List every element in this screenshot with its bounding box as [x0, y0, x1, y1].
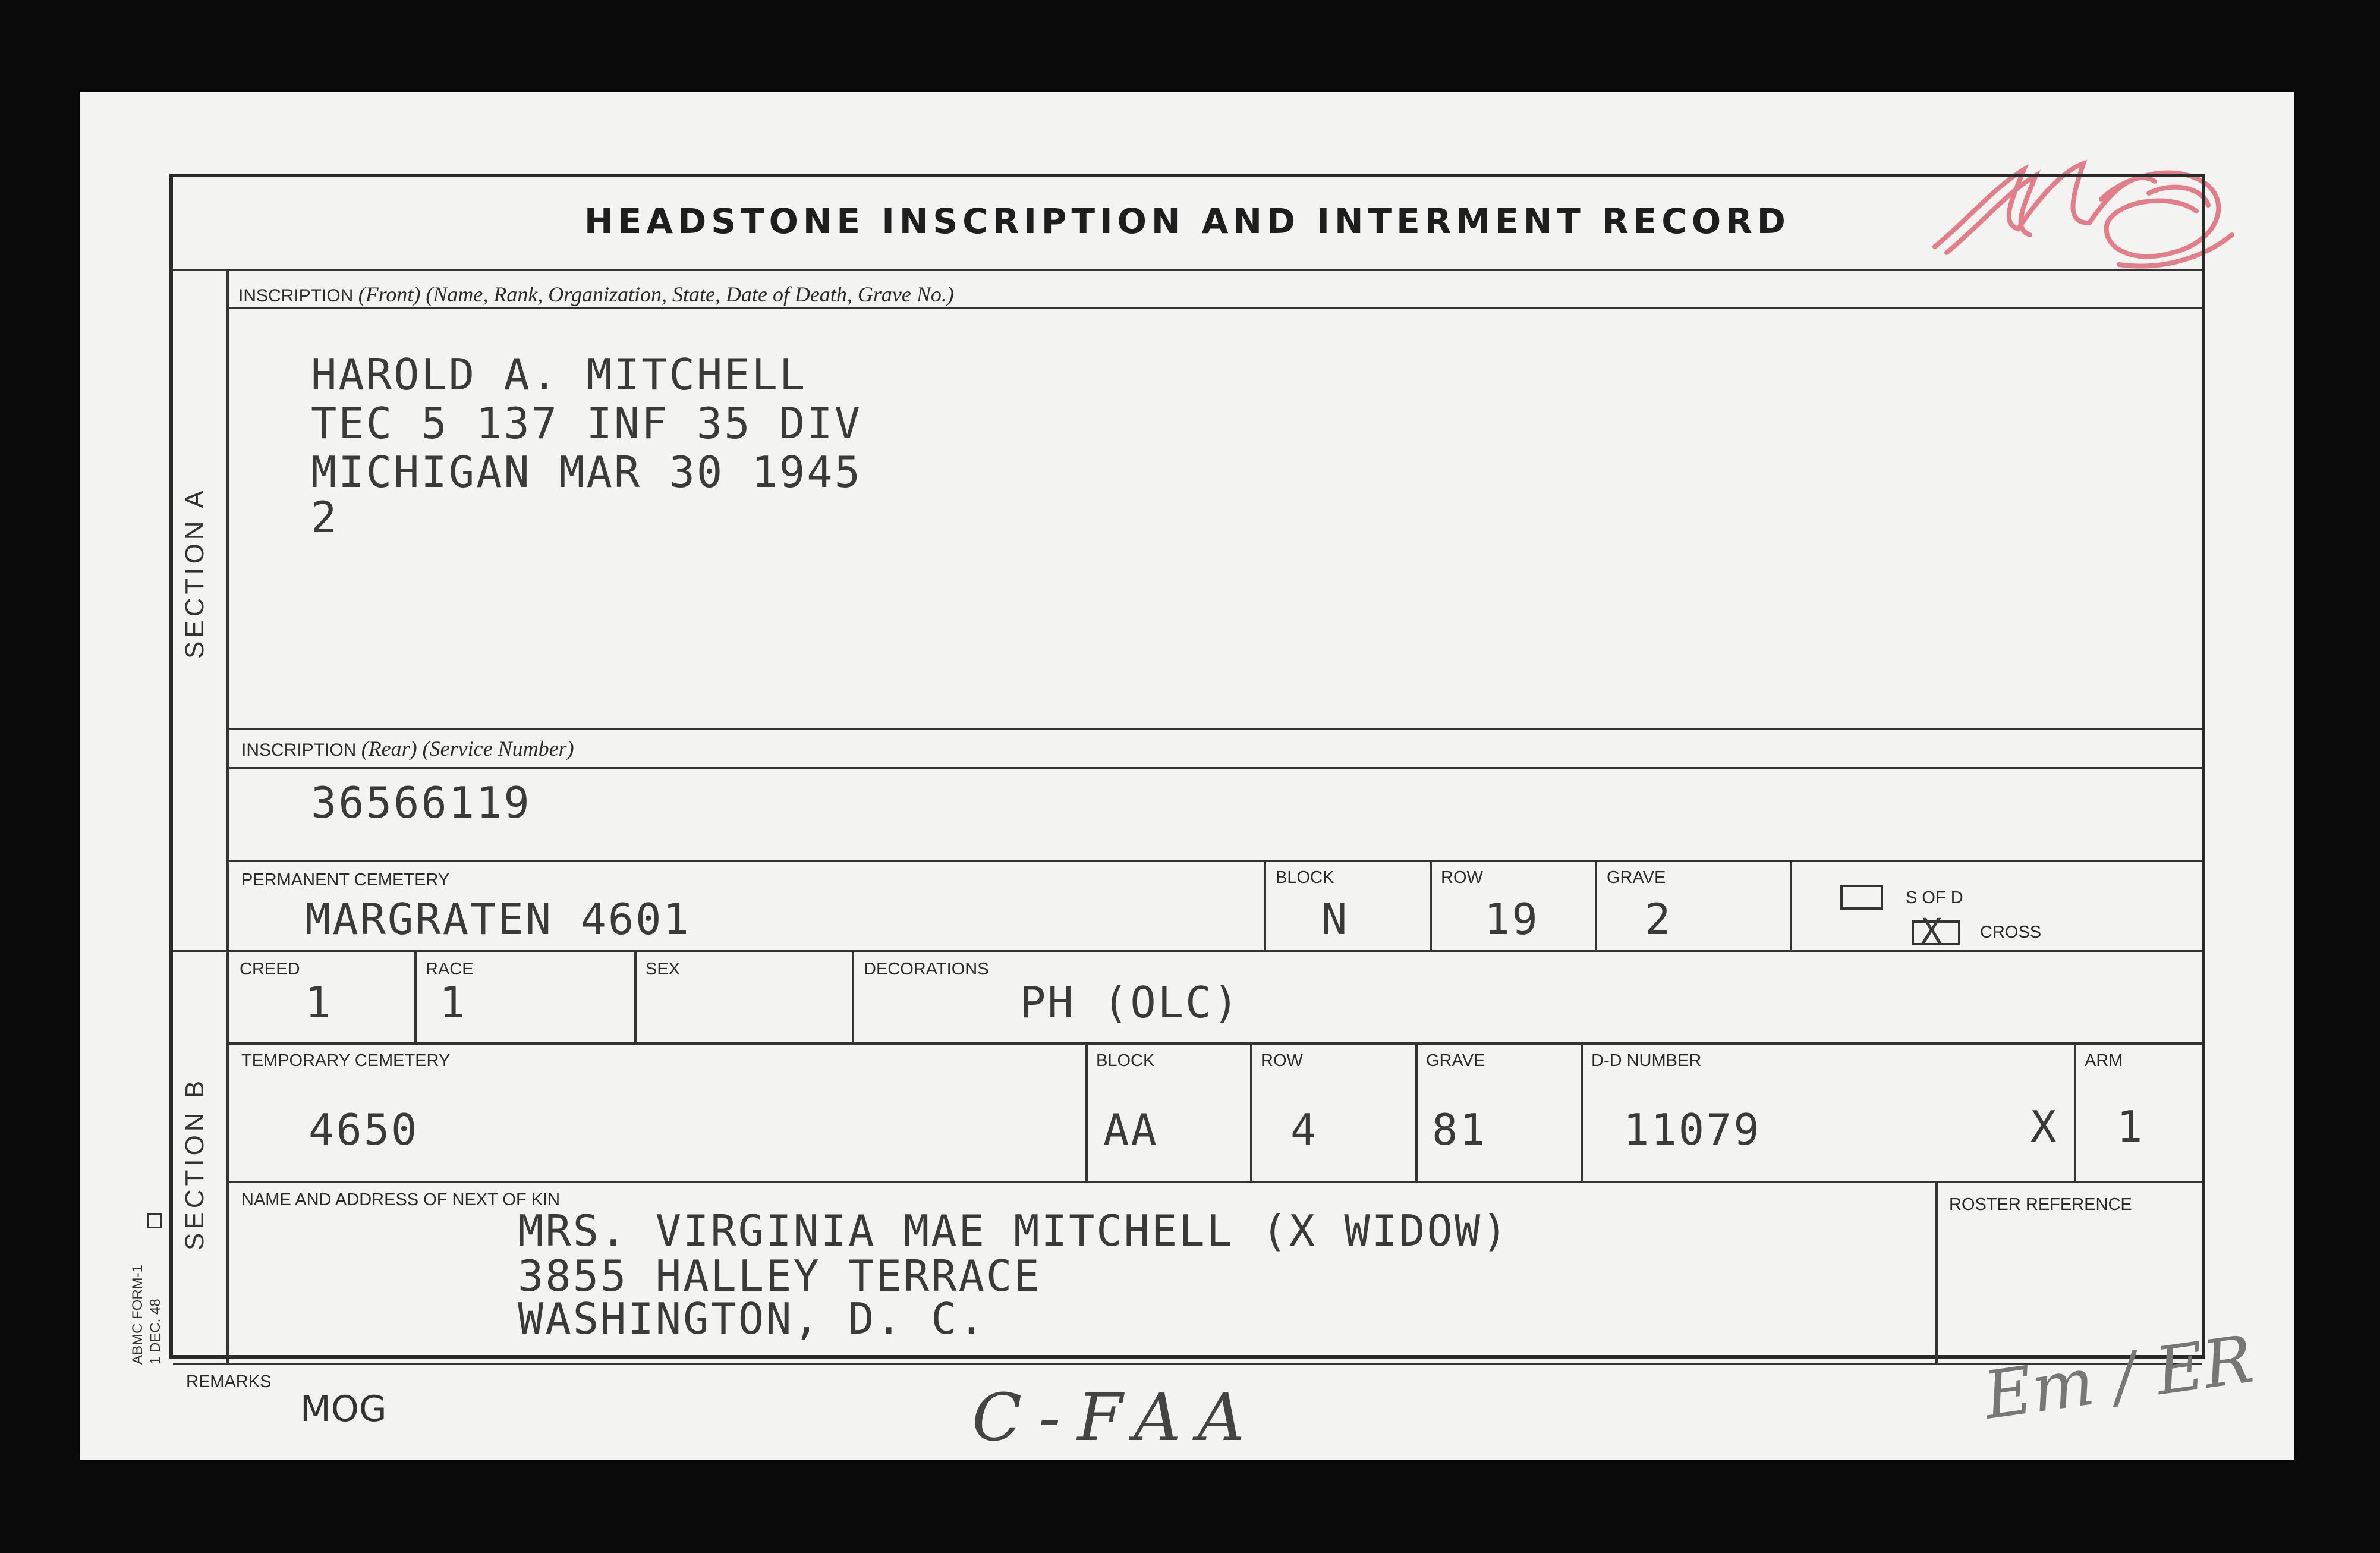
inscription-line-2: TEC 5 137 INF 35 DIV [311, 398, 862, 448]
perm-grave-value: 2 [1645, 894, 1673, 944]
temp-row-label: ROW [1261, 1051, 1303, 1070]
perm-block-value: N [1321, 894, 1349, 944]
rule-perm-row [1430, 860, 1432, 950]
form-id-line-2: 1 DEC. 48 [147, 1299, 163, 1365]
dd-number-label: D-D NUMBER [1591, 1051, 1702, 1070]
rule-kin-roster [1935, 1181, 1938, 1363]
footer-code: MOG [300, 1388, 387, 1430]
roster-reference-label: ROSTER REFERENCE [1949, 1195, 2132, 1214]
race-value: 1 [439, 977, 467, 1027]
temporary-cemetery-value: 4650 [308, 1105, 419, 1155]
dd-number-value: 11079 [1623, 1105, 1761, 1155]
handwritten-signature: Em / ER [1979, 1321, 2258, 1434]
cross-label: CROSS [1980, 923, 2042, 942]
rule-under-title [173, 269, 2202, 271]
decorations-value: PH (OLC) [1020, 977, 1241, 1027]
arm-mark: X [2030, 1102, 2058, 1152]
race-label: RACE [426, 960, 474, 979]
rule-temp-row [1250, 1042, 1252, 1181]
s-of-d-label: S OF D [1906, 888, 1963, 907]
service-number: 36566119 [311, 778, 531, 828]
sex-label: SEX [646, 960, 681, 979]
rule-sex-decorations [852, 950, 854, 1042]
cross-checkbox[interactable] [1912, 911, 1960, 951]
rule-front-label [226, 307, 2202, 309]
next-of-kin-line-2: 3855 HALLEY TERRACE [518, 1251, 1041, 1301]
temp-grave-value: 81 [1432, 1105, 1487, 1155]
remarks-label: REMARKS [186, 1372, 272, 1391]
permanent-cemetery-label: PERMANENT CEMETERY [241, 870, 450, 889]
inscription-line-4: 2 [311, 492, 339, 542]
inscription-rear-label [241, 736, 574, 761]
rule-perm-block [1264, 860, 1266, 950]
rule-perm-grave [1595, 860, 1597, 950]
cross-checkbox-mark: X [1921, 911, 1944, 951]
inscription-rear-label-detail: (Rear) (Service Number) [361, 737, 574, 760]
decorations-label: DECORATIONS [864, 960, 989, 979]
form-id [129, 1265, 165, 1365]
perm-block-label: BLOCK [1276, 868, 1334, 887]
temp-row-value: 4 [1290, 1105, 1318, 1155]
inscription-front-label [238, 282, 954, 307]
form-title: HEADSTONE INSCRIPTION AND INTERMENT RECORD [584, 201, 1790, 241]
rule-race-sex [634, 950, 637, 1042]
rule-creed-race [414, 950, 417, 1042]
rule-temp-dd [1581, 1042, 1583, 1181]
rule-temp-top [226, 1042, 2202, 1045]
next-of-kin-line-1: MRS. VIRGINIA MAE MITCHELL (X WIDOW) [518, 1206, 1510, 1256]
inscription-front-label-detail: (Front) (Name, Rank, Organization, State, Date of Death, Grave No.) [358, 282, 954, 306]
inscription-rear-label-main: INSCRIPTION [241, 740, 357, 760]
rule-kin-top [226, 1181, 2202, 1183]
rule-temp-grave [1415, 1042, 1418, 1181]
creed-value: 1 [305, 977, 333, 1027]
form-id-box [147, 1213, 162, 1228]
temp-grave-label: GRAVE [1426, 1051, 1485, 1070]
rule-remarks-top [173, 1363, 2202, 1365]
rule-perm-marker [1790, 860, 1792, 950]
section-b-label: SECTION B [180, 1077, 209, 1250]
handwritten-code: C-FAA [972, 1379, 1261, 1455]
temp-block-value: AA [1103, 1105, 1158, 1155]
section-a-label: SECTION A [180, 487, 209, 659]
creed-label: CREED [240, 960, 300, 979]
next-of-kin-line-3: WASHINGTON, D. C. [518, 1294, 986, 1344]
rule-rear-label [226, 767, 2202, 769]
rule-section-divider [173, 950, 2202, 952]
perm-grave-label: GRAVE [1607, 868, 1666, 887]
form-id-line-1: ABMC FORM-1 [130, 1265, 146, 1365]
next-of-kin-label: NAME AND ADDRESS OF NEXT OF KIN [241, 1190, 561, 1209]
temp-block-label: BLOCK [1096, 1051, 1155, 1070]
section-column-rule [226, 269, 229, 1363]
permanent-cemetery-value: MARGRATEN 4601 [305, 894, 691, 944]
inscription-line-1: HAROLD A. MITCHELL [311, 350, 807, 400]
s-of-d-checkbox[interactable] [1840, 885, 1883, 910]
rule-temp-block [1085, 1042, 1088, 1181]
arm-value: 1 [2117, 1102, 2145, 1152]
perm-row-value: 19 [1484, 894, 1540, 944]
rule-temp-arm [2074, 1042, 2076, 1181]
temporary-cemetery-label: TEMPORARY CEMETERY [241, 1051, 451, 1070]
record-card [80, 92, 2294, 1460]
rule-rear-top [226, 728, 2202, 730]
inscription-line-3: MICHIGAN MAR 30 1945 [311, 447, 862, 497]
rule-permanent-top [226, 860, 2202, 862]
arm-label: ARM [2085, 1051, 2123, 1070]
perm-row-label: ROW [1441, 868, 1483, 887]
inscription-front-label-main: INSCRIPTION [238, 286, 354, 306]
